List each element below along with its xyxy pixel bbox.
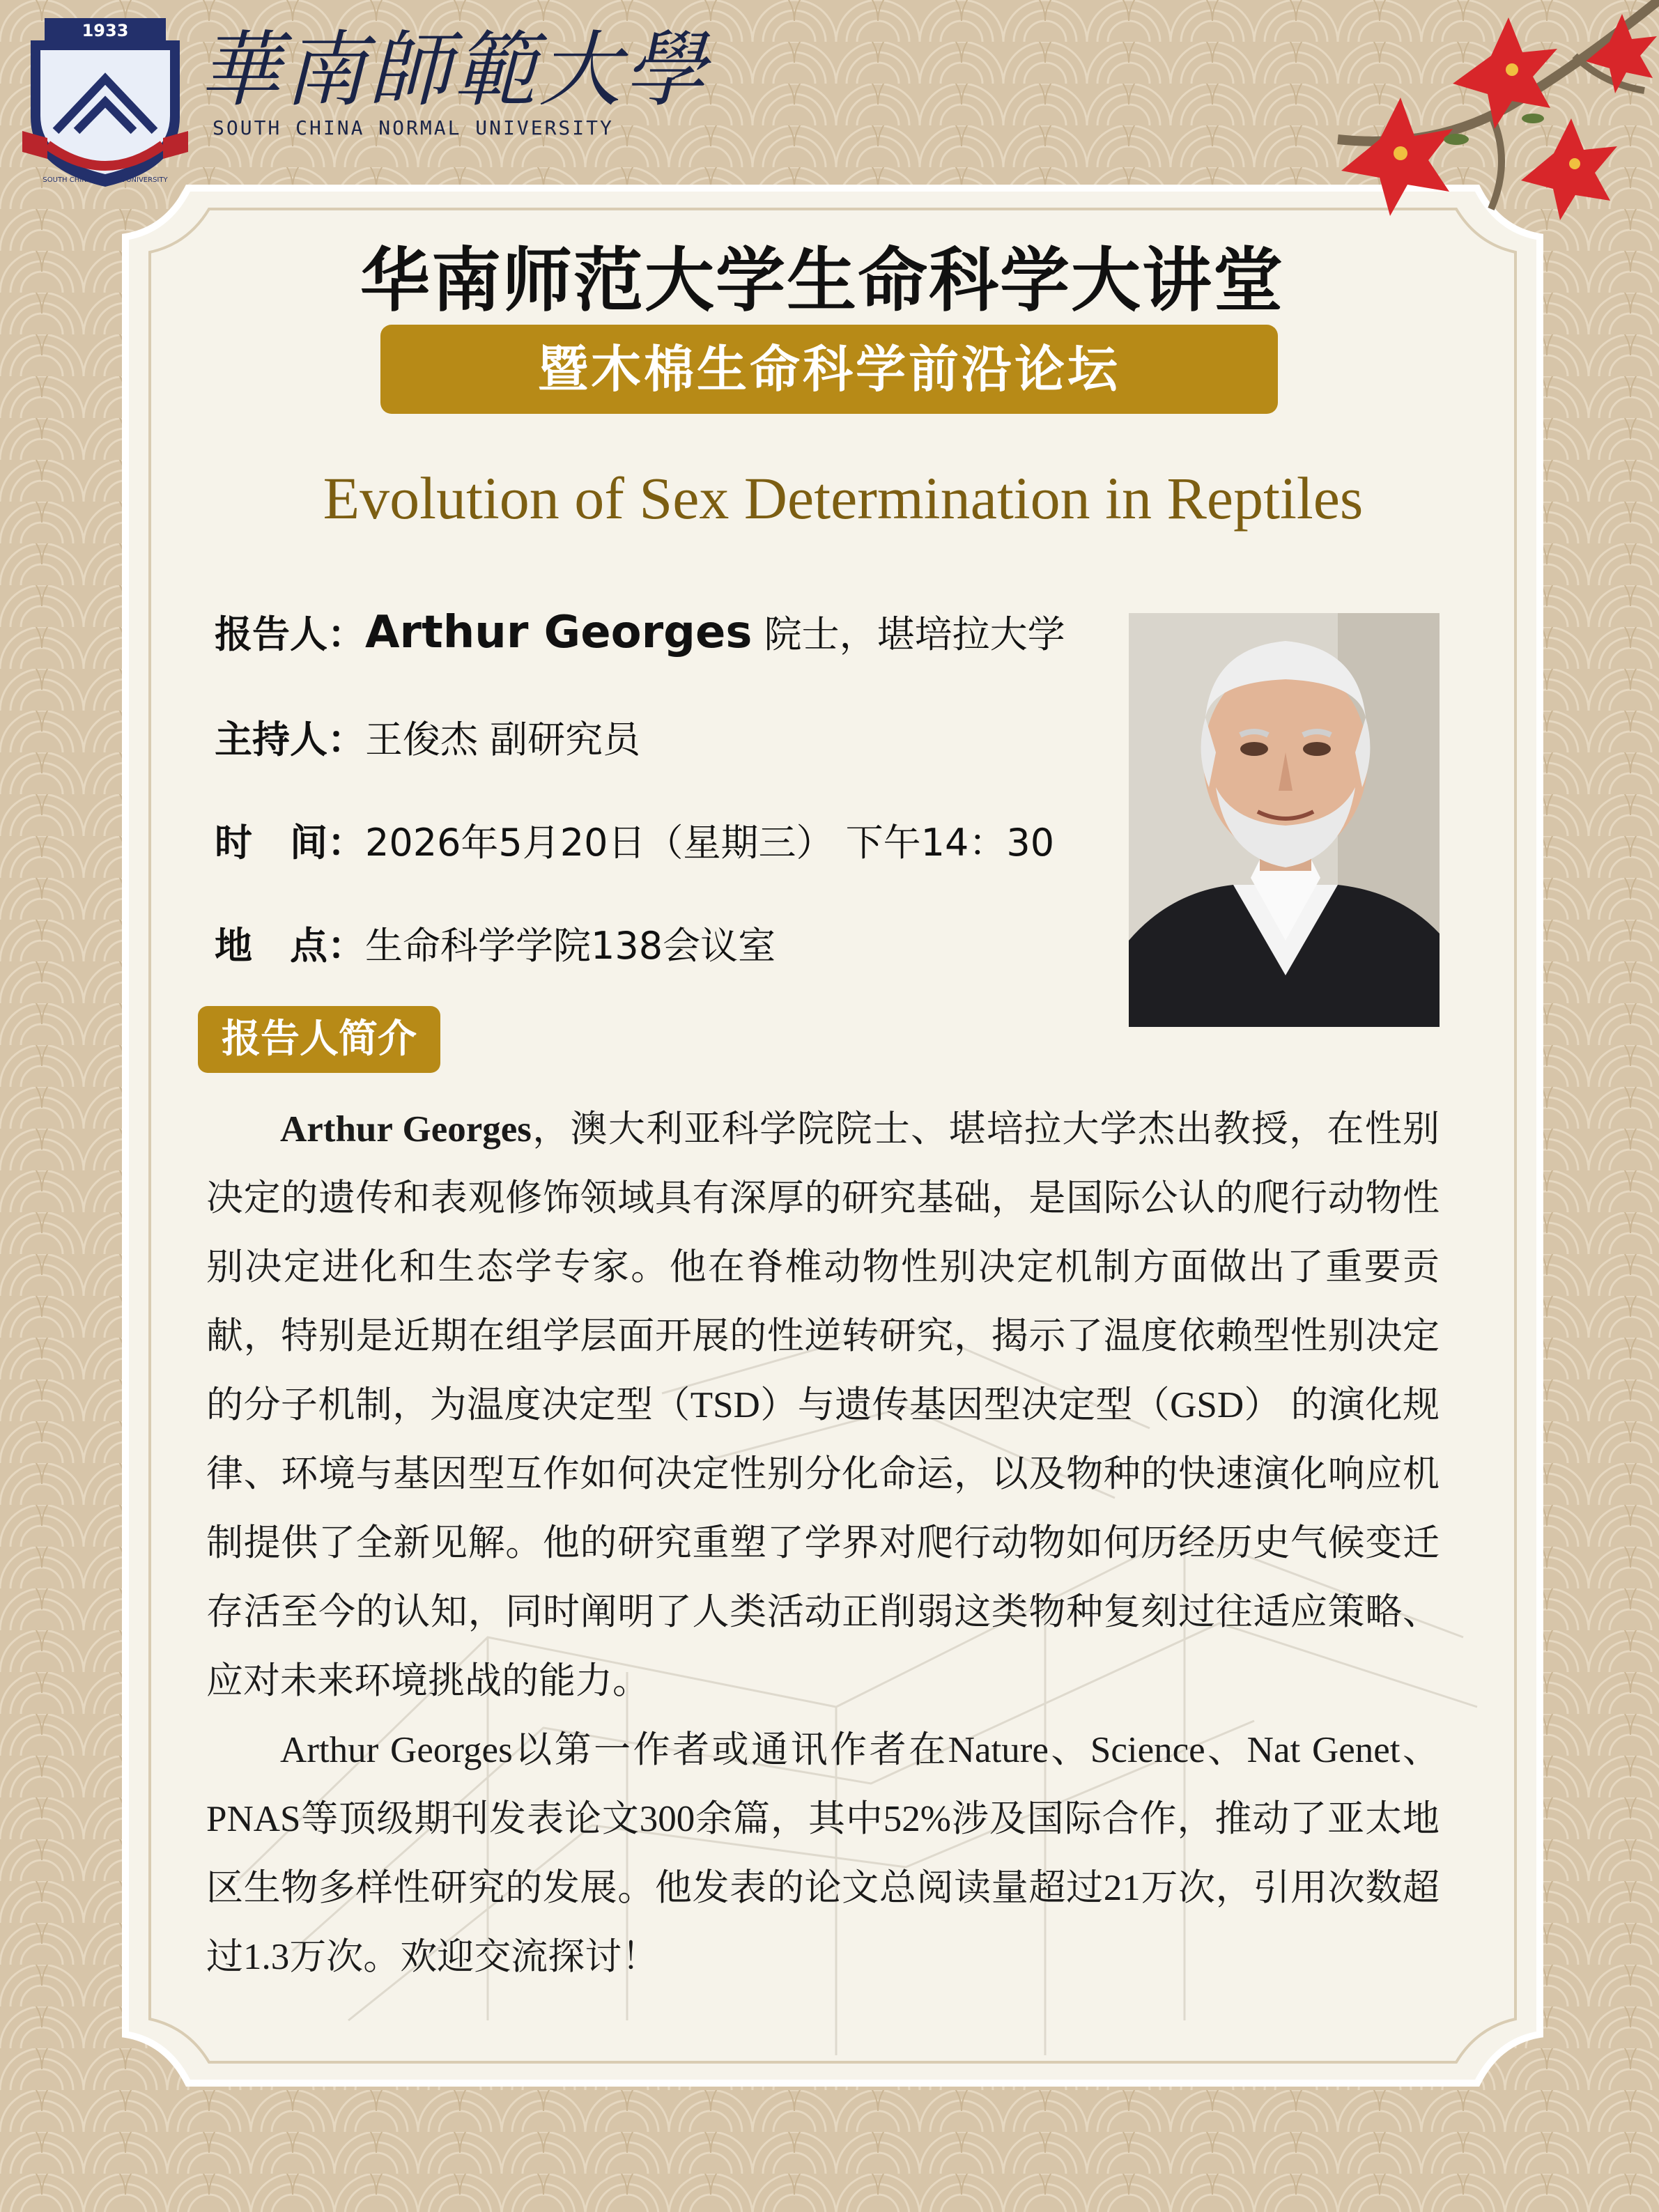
subtitle-text: 暨木棉生命科学前沿论坛 <box>537 340 1120 399</box>
bio-paragraph-2: Arthur Georges以第一作者或通讯作者在Nature、Science、Nat Genet、PNAS等顶级期刊发表论文300余篇，其中52%涉及国际合作，推动了亚太地区生物多样性研究的发展。他发表的论文总阅读量超过21万次，引用次数超过1.3万次。欢迎交流探讨！ <box>206 1730 1440 1977</box>
speaker-name: Arthur Georges <box>365 607 753 658</box>
bio-paragraph-1 <box>206 1095 1440 1716</box>
host-value: 王俊杰 副研究员 <box>365 718 641 761</box>
speaker-photo <box>1129 613 1440 1027</box>
university-name-en: SOUTH CHINA NORMAL UNIVERSITY <box>213 116 614 139</box>
time-row <box>215 808 1113 878</box>
place-label: 地 点： <box>215 924 365 968</box>
page-title: 华南师范大学生命科学大讲堂 <box>360 240 1284 321</box>
speaker-label: 报告人： <box>215 612 365 656</box>
speaker-affiliation: 院士，堪培拉大学 <box>752 612 1065 656</box>
svg-text:1933: 1933 <box>82 21 129 40</box>
university-emblem-icon <box>20 13 191 190</box>
bio-text <box>206 1095 1440 1992</box>
university-name-cn: 華南師範大學 <box>199 22 709 118</box>
kapok-blossom-icon <box>1282 0 1659 265</box>
time-label: 时 间： <box>215 821 365 865</box>
host-label: 主持人： <box>215 718 365 761</box>
time-value: 2026年5月20日（星期三） 下午14：30 <box>365 821 1055 865</box>
place-row <box>215 911 1113 981</box>
speaker-row <box>215 598 1113 667</box>
svg-text:SOUTH CHINA NORMAL UNIVERSITY: SOUTH CHINA NORMAL UNIVERSITY <box>43 176 168 184</box>
place-value: 生命科学学院138会议室 <box>365 924 776 968</box>
section-label: 报告人简介 <box>222 1016 417 1062</box>
bio-paragraph-1-text: ，澳大利亚科学院院士、堪培拉大学杰出教授，在性别决定的遗传和表观修饰领域具有深厚的研究基础，是国际公认的爬行动物性别决定进化和生态学专家。他在脊椎动物性别决定机制方面做出了重要贡献，特别是近期在组学层面开展的性逆转研究，揭示了温度依赖型性别决定的分子机制，为温度决定型（TSD）与遗传基因型决定型（GSD） 的演化规律、环境与基因型互作如何决定性别分化命运，以及物种的快速演化响应机制提供了全新见解。他的研究重塑了学界对爬行动物如何历经历史气候变迁存活至今的认知，同时阐明了人类活动正削弱这类物种复刻过往适应策略、应对未来环境挑战的能力。 <box>206 1109 1440 1701</box>
bio-speaker-name: Arthur Georges <box>280 1109 532 1150</box>
host-row <box>215 705 1113 775</box>
talk-title: Evolution of Sex Determination in Reptiles <box>323 465 1364 532</box>
